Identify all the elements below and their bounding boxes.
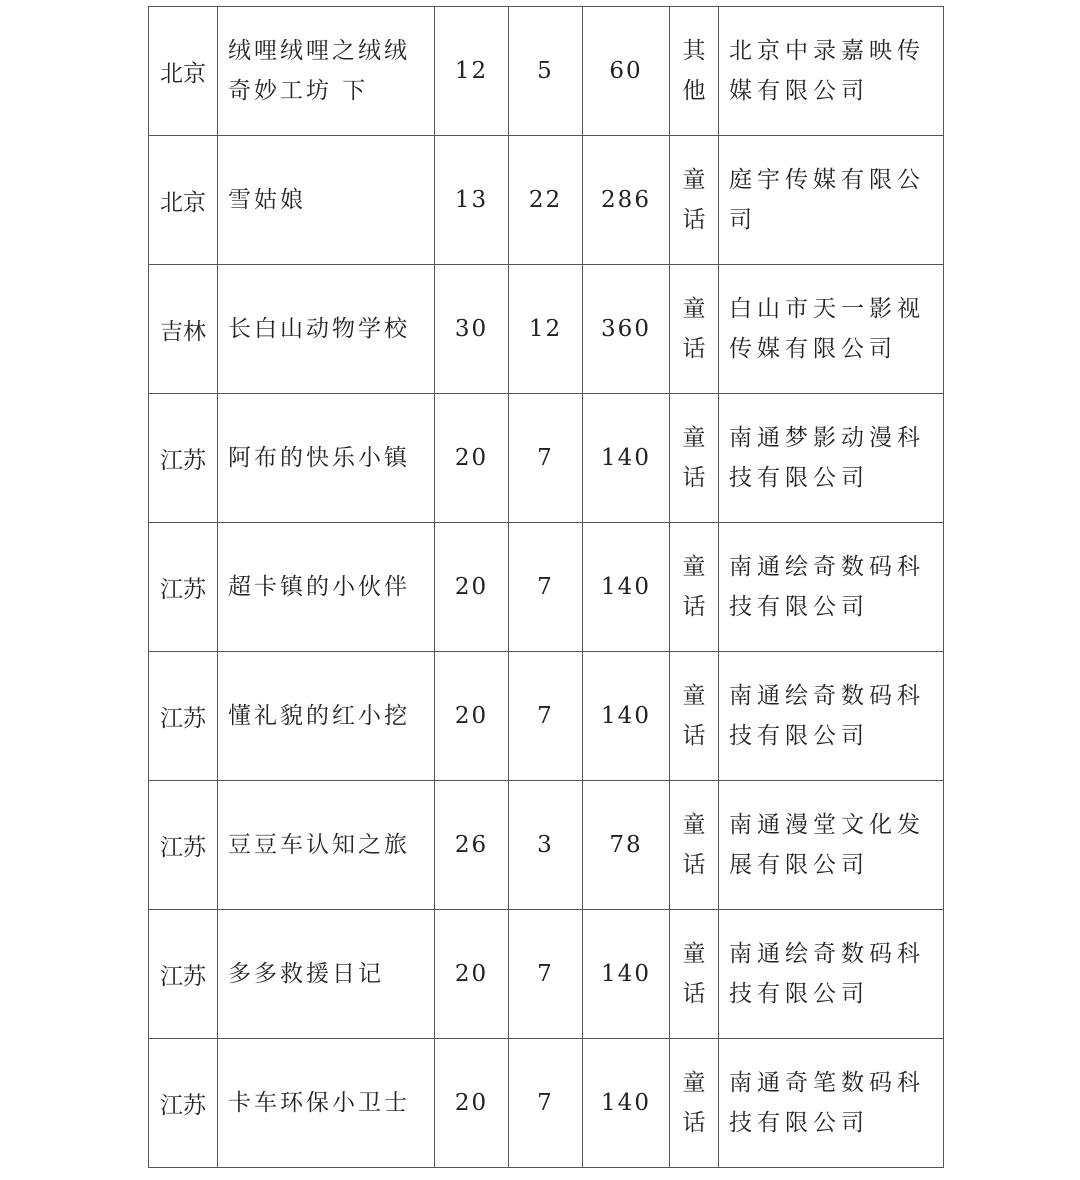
title-cell: 雪姑娘 [218,136,435,265]
genre-cell [670,265,719,394]
province-cell: 江苏 [149,523,218,652]
total-minutes-cell: 140 [583,523,670,652]
company-cell: 庭宇传媒有限公司 [719,136,944,265]
genre-text: 童话 [682,812,706,878]
total-minutes-cell: 286 [583,136,670,265]
title-cell: 多多救援日记 [218,910,435,1039]
table-row [149,7,944,136]
genre-text: 童话 [682,941,706,1007]
title-cell: 豆豆车认知之旅 [218,781,435,910]
province-cell: 吉林 [149,265,218,394]
company-cell: 白山市天一影视传媒有限公司 [719,265,944,394]
total-minutes-cell: 140 [583,910,670,1039]
title-cell: 卡车环保小卫士 [218,1039,435,1168]
total-minutes-cell: 140 [583,652,670,781]
episodes-cell: 20 [435,523,509,652]
title-cell: 懂礼貌的红小挖 [218,652,435,781]
province-cell: 北京 [149,136,218,265]
table-row [149,652,944,781]
company-cell: 南通绘奇数码科技有限公司 [719,652,944,781]
episodes-cell: 20 [435,1039,509,1168]
genre-cell [670,781,719,910]
episodes-cell: 12 [435,7,509,136]
episodes-cell: 20 [435,910,509,1039]
genre-text: 童话 [682,425,706,491]
title-cell: 长白山动物学校 [218,265,435,394]
genre-cell [670,394,719,523]
minutes-each-cell: 22 [509,136,583,265]
genre-cell [670,1039,719,1168]
genre-cell [670,652,719,781]
genre-cell [670,523,719,652]
company-cell: 北京中录嘉映传媒有限公司 [719,7,944,136]
company-cell: 南通绘奇数码科技有限公司 [719,523,944,652]
company-cell: 南通绘奇数码科技有限公司 [719,910,944,1039]
episodes-cell: 20 [435,652,509,781]
minutes-each-cell: 7 [509,910,583,1039]
province-cell: 江苏 [149,394,218,523]
animation-table [148,6,944,1168]
episodes-cell: 26 [435,781,509,910]
episodes-cell: 13 [435,136,509,265]
province-cell: 北京 [149,7,218,136]
title-cell: 超卡镇的小伙伴 [218,523,435,652]
table-row [149,781,944,910]
minutes-each-cell: 7 [509,394,583,523]
table-row [149,394,944,523]
table-row [149,1039,944,1168]
genre-text: 童话 [682,1070,706,1136]
genre-cell [670,7,719,136]
episodes-cell: 30 [435,265,509,394]
title-cell: 阿布的快乐小镇 [218,394,435,523]
genre-text: 童话 [682,296,706,362]
province-cell: 江苏 [149,1039,218,1168]
company-cell: 南通梦影动漫科技有限公司 [719,394,944,523]
genre-cell [670,136,719,265]
genre-text: 童话 [682,554,706,620]
genre-text: 童话 [682,167,706,233]
genre-text: 其他 [682,38,706,104]
total-minutes-cell: 60 [583,7,670,136]
minutes-each-cell: 7 [509,652,583,781]
minutes-each-cell: 5 [509,7,583,136]
total-minutes-cell: 360 [583,265,670,394]
company-cell: 南通奇笔数码科技有限公司 [719,1039,944,1168]
genre-text: 童话 [682,683,706,749]
table-row [149,136,944,265]
total-minutes-cell: 140 [583,1039,670,1168]
company-cell: 南通漫堂文化发展有限公司 [719,781,944,910]
genre-cell [670,910,719,1039]
minutes-each-cell: 7 [509,523,583,652]
province-cell: 江苏 [149,781,218,910]
table-row [149,910,944,1039]
episodes-cell: 20 [435,394,509,523]
total-minutes-cell: 78 [583,781,670,910]
total-minutes-cell: 140 [583,394,670,523]
table-row [149,265,944,394]
province-cell: 江苏 [149,910,218,1039]
province-cell: 江苏 [149,652,218,781]
table-row [149,523,944,652]
minutes-each-cell: 12 [509,265,583,394]
minutes-each-cell: 3 [509,781,583,910]
table-body [149,7,944,1168]
minutes-each-cell: 7 [509,1039,583,1168]
title-cell: 绒哩绒哩之绒绒奇妙工坊 下 [218,7,435,136]
